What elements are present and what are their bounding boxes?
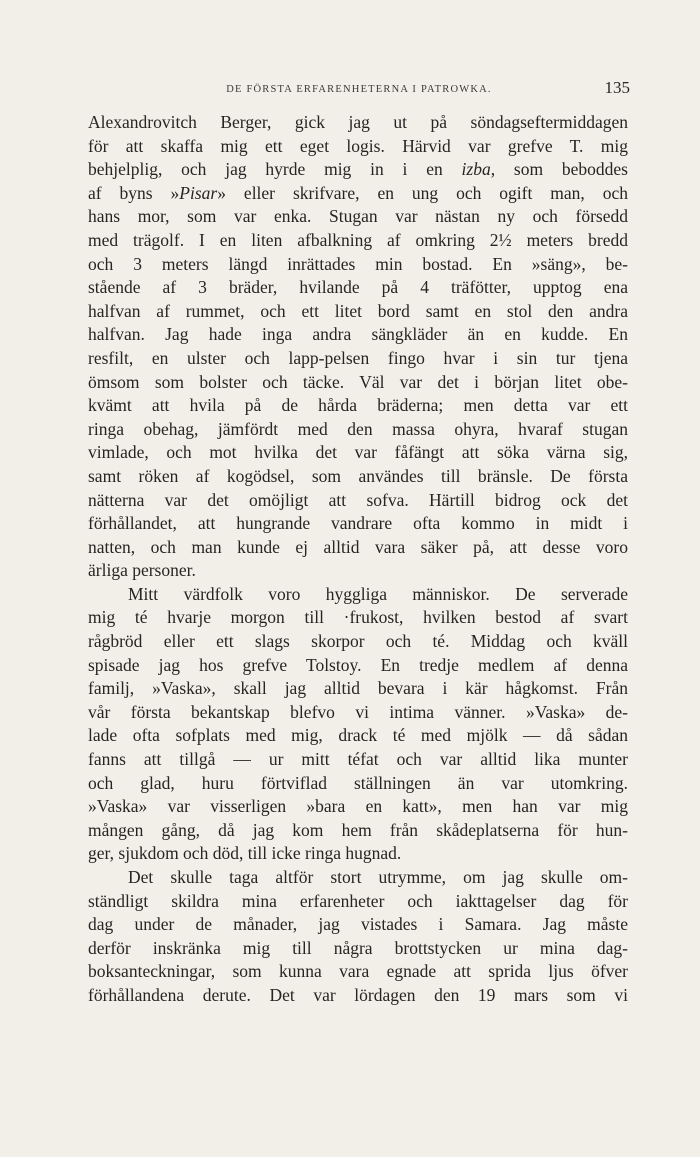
- text-line: fanns att tillgå — ur mitt téfat och var alltid lika munter: [88, 749, 628, 770]
- text-line: för att skaffa mig ett eget logis. Härvid var grefve T. mig: [88, 135, 628, 156]
- text-line: vår första bekantskap blefvo vi intima vänner. »Vaska» de-: [88, 701, 628, 722]
- text-line: vimlade, och mot hvilka det var fåfängt att söka värna sig,: [88, 442, 628, 463]
- page-header: [88, 78, 630, 102]
- text-line: halfvan af rummet, och ett litet bord samt en stol den andra: [88, 300, 628, 321]
- text-line: familj, »Vaska», skall jag alltid bevara i kär hågkomst. Från: [88, 678, 628, 699]
- page-number: 135: [604, 78, 630, 97]
- text-line: rågbröd eller ett slags skorpor och té. Middag och kväll: [88, 631, 628, 652]
- text-span: af byns »: [88, 182, 180, 203]
- text-line: resfilt, en ulster och lapp-pelsen fingo hvar i sin tur tjena: [88, 347, 628, 368]
- text-line: ringa obehag, jämfördt med den massa ohyra, hvaraf stugan: [88, 418, 628, 439]
- text-line: hans mor, som var enka. Stugan var nästan ny och försedd: [88, 206, 628, 227]
- paragraph-2: [88, 583, 628, 866]
- text-line: halfvan. Jag hade inga andra sängkläder än en kudde. En: [88, 324, 628, 345]
- text-line: »Vaska» var visserligen »bara en katt», men han var mig: [88, 796, 628, 817]
- text-line: [88, 158, 628, 182]
- text-line: nätterna var det omöjligt att sofva. Härtill bidrog ock det: [88, 489, 628, 510]
- text-line: dag under de månader, jag vistades i Samara. Jag måste: [88, 914, 628, 935]
- italic-word: izba: [461, 159, 491, 180]
- paragraph-3: [88, 866, 628, 1008]
- text-span: behjelplig, och jag hyrde mig in i en: [88, 159, 462, 180]
- text-line: förhållandet, att hungrande vandrare ofta kommo in midt i: [88, 513, 628, 534]
- text-line: spisade jag hos grefve Tolstoy. En tredje medlem af denna: [88, 654, 628, 675]
- text-line: kvämt att hvila på de hårda bräderna; men detta var ett: [88, 395, 628, 416]
- text-line: samt röken af kogödsel, som användes till bränsle. De första: [88, 465, 628, 486]
- text-line: [88, 182, 628, 206]
- text-line: Alexandrovitch Berger, gick jag ut på söndagseftermiddagen: [88, 112, 628, 132]
- text-line: lade ofta sofplats med mig, drack té med mjölk — då sådan: [88, 725, 628, 746]
- paragraph-1: [88, 111, 628, 583]
- text-line: Det skulle taga altför stort utrymme, om jag skulle om-: [128, 867, 628, 887]
- text-line: boksanteckningar, som kunna vara egnade att sprida ljus öfver: [88, 961, 628, 982]
- text-line: med trägolf. I en liten afbalkning af omkring 2½ meters bredd: [88, 229, 628, 250]
- running-title: DE FÖRSTA ERFARENHETERNA I PATROWKA.: [226, 84, 492, 95]
- text-span: » eller skrifvare, en ung och ogift man, och: [217, 182, 629, 203]
- text-line: ömsom som bolster och täcke. Väl var det i början litet obe-: [88, 371, 628, 392]
- text-line: mig té hvarje morgon till ·frukost, hvilken bestod af svart: [88, 607, 628, 628]
- text-line: natten, och man kunde ej alltid vara säker på, att desse voro: [88, 536, 628, 557]
- text-line: derför inskränka mig till några brottstycken ur mina dag-: [88, 937, 628, 958]
- body-text: [88, 111, 628, 1008]
- text-line: ständligt skildra mina erfarenheter och iakttagelser dag för: [88, 890, 628, 911]
- italic-word: Pisar: [179, 182, 218, 203]
- text-line: mången gång, då jag kom hem från skådeplatserna för hun-: [88, 819, 628, 840]
- text-line: ger, sjukdom och död, till icke ringa hugnad.: [88, 843, 402, 864]
- text-line: och 3 meters längd inrättades min bostad. En »säng», be-: [88, 253, 628, 274]
- text-line: stående af 3 bräder, hvilande på 4 träfötter, upptog ena: [88, 277, 628, 298]
- text-span: , som beboddes: [490, 159, 628, 180]
- text-line: ärliga personer.: [88, 560, 196, 581]
- text-line: och glad, huru förtviflad ställningen än var utomkring.: [88, 772, 628, 793]
- text-line: Mitt värdfolk voro hyggliga människor. De serverade: [128, 583, 628, 604]
- text-line: förhållandena derute. Det var lördagen den 19 mars som vi: [88, 984, 628, 1005]
